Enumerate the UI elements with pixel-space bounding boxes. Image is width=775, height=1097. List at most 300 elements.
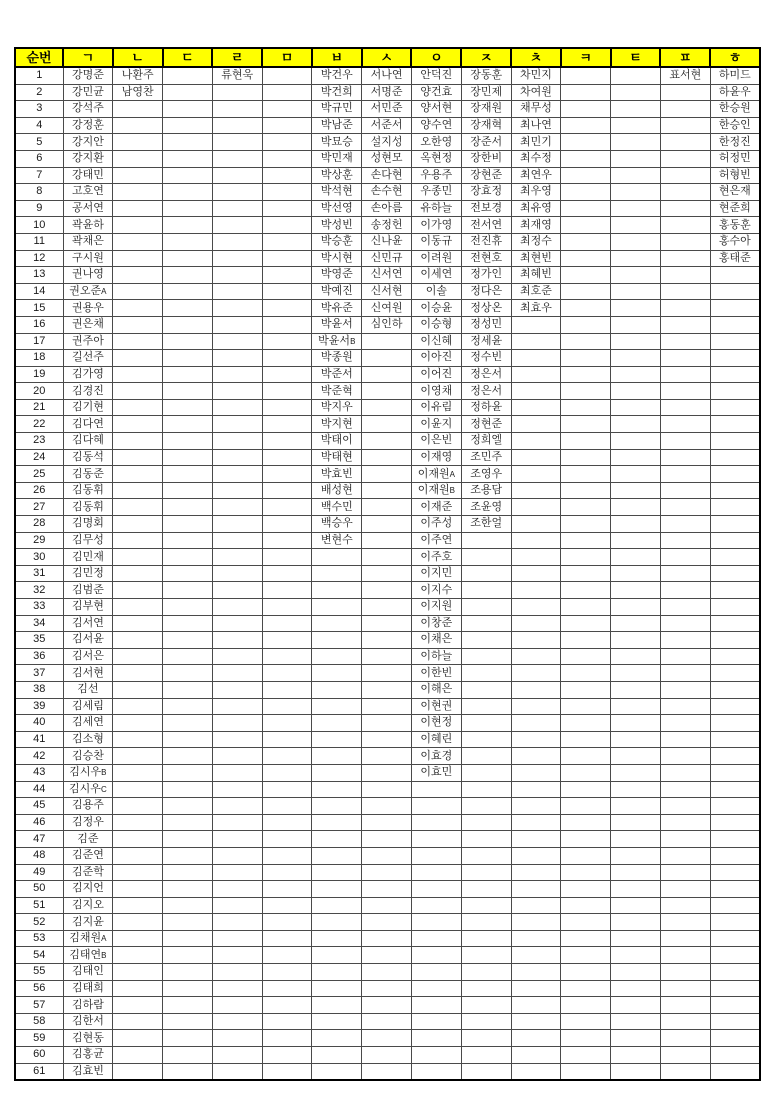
name-cell [660,516,710,533]
name-cell [113,565,163,582]
name-cell: 장재혁 [461,117,511,134]
name-cell [611,167,661,184]
name-cell [660,599,710,616]
name-cell: 신나윤 [362,233,412,250]
name-cell [362,615,412,632]
name-cell [163,814,213,831]
serial-cell: 3 [15,101,63,118]
name-cell: 이지수 [411,582,461,599]
name-cell [163,864,213,881]
name-cell [611,383,661,400]
name-cell [163,184,213,201]
name-cell [163,632,213,649]
name-cell [312,914,362,931]
name-cell [611,134,661,151]
name-cell [113,184,163,201]
name-cell [660,964,710,981]
name-cell: 최효우 [511,300,561,317]
name-cell: 현준희 [710,200,760,217]
name-cell [113,1063,163,1080]
table-row [15,997,760,1014]
name-cell: 홍수아 [710,233,760,250]
name-cell [113,482,163,499]
table-row [15,980,760,997]
name-cell: 허정민 [710,150,760,167]
table-row [15,300,760,317]
name-cell: 김다연 [63,416,113,433]
name-cell [561,980,611,997]
name-cell: 조용담 [461,482,511,499]
table-row [15,648,760,665]
name-cell [113,881,163,898]
name-cell [511,316,561,333]
name-cell: 서민준 [362,101,412,118]
name-cell [262,217,312,234]
name-cell [461,681,511,698]
table-row [15,350,760,367]
name-cell [262,449,312,466]
name-cell [710,665,760,682]
name-cell [710,814,760,831]
name-cell [611,449,661,466]
name-cell: 차여원 [511,84,561,101]
name-cell [461,847,511,864]
table-row [15,1047,760,1064]
serial-cell: 23 [15,433,63,450]
name-cell: 이재원B [411,482,461,499]
name-cell [262,101,312,118]
name-cell: 김태연B [63,947,113,964]
name-cell [262,466,312,483]
name-cell [113,947,163,964]
name-cell [163,416,213,433]
table-row [15,67,760,84]
name-cell [262,665,312,682]
name-cell: 김서현 [63,665,113,682]
name-cell: 최호준 [511,283,561,300]
name-suffix: A [449,469,455,479]
name-cell [163,847,213,864]
name-cell [511,433,561,450]
serial-cell: 7 [15,167,63,184]
name-cell [561,698,611,715]
serial-cell: 4 [15,117,63,134]
name-cell [461,947,511,964]
name-cell: 장효정 [461,184,511,201]
name-cell [611,980,661,997]
table-row [15,84,760,101]
name-cell [611,101,661,118]
name-cell [262,267,312,284]
name-cell: 김태희 [63,980,113,997]
name-cell [362,1030,412,1047]
name-cell [262,997,312,1014]
name-cell [212,466,262,483]
name-cell: 표서현 [660,67,710,84]
name-cell [212,864,262,881]
name-cell [212,681,262,698]
name-cell [262,1030,312,1047]
name-cell: 박민재 [312,150,362,167]
serial-cell: 21 [15,399,63,416]
name-cell [163,532,213,549]
name-cell [660,914,710,931]
name-cell [710,681,760,698]
name-cell [660,881,710,898]
name-cell [262,250,312,267]
name-cell [262,499,312,516]
name-cell [362,814,412,831]
name-cell [163,466,213,483]
serial-cell: 45 [15,798,63,815]
name-cell [611,947,661,964]
name-cell [113,283,163,300]
name-cell: 이하늘 [411,648,461,665]
name-cell: 이한빈 [411,665,461,682]
name-cell [611,532,661,549]
name-cell [212,267,262,284]
name-cell [113,681,163,698]
serial-cell: 33 [15,599,63,616]
name-cell: 정은서 [461,366,511,383]
name-cell [561,433,611,450]
name-cell [511,1013,561,1030]
name-suffix: B [350,336,356,346]
name-cell [561,217,611,234]
name-cell [611,565,661,582]
name-cell [262,681,312,698]
serial-cell: 58 [15,1013,63,1030]
name-cell [660,117,710,134]
serial-cell: 2 [15,84,63,101]
name-cell: 김경진 [63,383,113,400]
name-cell [660,980,710,997]
name-cell [461,1047,511,1064]
roster-body [15,67,760,1080]
name-cell [362,781,412,798]
name-cell [461,1063,511,1080]
name-cell [362,798,412,815]
name-cell [362,516,412,533]
name-cell [163,930,213,947]
name-cell [710,997,760,1014]
name-cell [113,748,163,765]
name-cell [611,150,661,167]
name-cell [710,1030,760,1047]
name-cell: 김세연 [63,715,113,732]
serial-cell: 11 [15,233,63,250]
name-cell: 정세윤 [461,333,511,350]
name-cell [163,582,213,599]
name-cell [660,101,710,118]
name-cell [113,150,163,167]
name-cell [362,449,412,466]
name-cell: 신여원 [362,300,412,317]
name-cell [611,67,661,84]
name-cell [113,1030,163,1047]
name-cell [511,897,561,914]
name-cell [411,798,461,815]
name-cell [262,134,312,151]
name-cell: 박지우 [312,399,362,416]
name-cell [163,549,213,566]
name-cell [611,283,661,300]
name-cell [411,1030,461,1047]
name-cell [113,267,163,284]
name-cell: 변현수 [312,532,362,549]
table-row [15,881,760,898]
name-cell [611,731,661,748]
name-cell: 조윤영 [461,499,511,516]
name-cell [262,947,312,964]
name-cell [660,134,710,151]
name-cell [461,632,511,649]
name-cell [362,383,412,400]
column-header-ㅍ: ㅍ [660,48,710,67]
name-cell [362,964,412,981]
name-cell: 박시현 [312,250,362,267]
name-cell [312,1063,362,1080]
name-cell [511,881,561,898]
table-row [15,681,760,698]
name-cell [212,881,262,898]
name-cell [660,1030,710,1047]
name-cell [163,117,213,134]
name-cell [362,1063,412,1080]
name-cell: 서명준 [362,84,412,101]
name-cell: 전현호 [461,250,511,267]
name-cell: 전진휴 [461,233,511,250]
name-cell [212,930,262,947]
name-cell [511,781,561,798]
name-cell [362,914,412,931]
name-cell [461,798,511,815]
name-cell [212,316,262,333]
name-cell: 이현권 [411,698,461,715]
table-row [15,134,760,151]
name-cell: 박윤서B [312,333,362,350]
name-cell [113,914,163,931]
name-cell [113,648,163,665]
name-cell [511,798,561,815]
name-cell [561,847,611,864]
name-cell [511,831,561,848]
name-cell [362,482,412,499]
name-cell [660,532,710,549]
name-cell [561,117,611,134]
name-cell [710,1063,760,1080]
name-cell [660,449,710,466]
name-cell: 정수빈 [461,350,511,367]
serial-cell: 9 [15,200,63,217]
name-cell [710,316,760,333]
name-cell [461,781,511,798]
name-cell: 이세연 [411,267,461,284]
name-cell [212,167,262,184]
name-cell [212,84,262,101]
name-cell [262,964,312,981]
name-cell [660,764,710,781]
name-cell: 이가영 [411,217,461,234]
name-cell [262,399,312,416]
name-cell [262,864,312,881]
name-cell [163,1030,213,1047]
name-cell [212,582,262,599]
serial-cell: 47 [15,831,63,848]
name-cell: 김승찬 [63,748,113,765]
name-cell [461,1030,511,1047]
name-cell [611,399,661,416]
table-row [15,599,760,616]
name-cell [113,200,163,217]
name-cell [611,930,661,947]
name-cell: 하미드 [710,67,760,84]
name-cell [561,283,611,300]
name-cell [561,532,611,549]
name-cell [312,781,362,798]
name-cell [511,416,561,433]
name-cell: 최민기 [511,134,561,151]
name-cell [212,599,262,616]
name-cell [660,698,710,715]
name-cell [611,316,661,333]
name-cell [611,217,661,234]
name-cell [362,366,412,383]
name-cell [312,930,362,947]
name-cell [411,980,461,997]
name-cell [212,499,262,516]
table-row [15,267,760,284]
name-cell [262,184,312,201]
name-cell: 설지성 [362,134,412,151]
name-cell: 류현욱 [212,67,262,84]
table-row [15,1013,760,1030]
name-cell [212,831,262,848]
name-cell [511,731,561,748]
name-cell [710,897,760,914]
name-cell [113,698,163,715]
name-cell [312,864,362,881]
name-cell [411,1013,461,1030]
name-cell: 정희엘 [461,433,511,450]
name-cell [611,350,661,367]
name-cell [660,416,710,433]
table-row [15,814,760,831]
name-cell [262,897,312,914]
name-cell [113,781,163,798]
name-cell [461,864,511,881]
name-cell: 신민규 [362,250,412,267]
table-row [15,1030,760,1047]
name-cell [362,599,412,616]
table-row [15,217,760,234]
name-cell [411,914,461,931]
serial-cell: 22 [15,416,63,433]
name-cell [611,764,661,781]
name-cell [710,798,760,815]
name-cell [212,449,262,466]
name-cell [710,914,760,931]
name-cell [262,84,312,101]
name-cell [312,1047,362,1064]
name-cell [362,764,412,781]
name-cell: 김현동 [63,1030,113,1047]
name-cell [312,798,362,815]
name-cell [163,449,213,466]
name-cell [362,433,412,450]
name-cell: 최재영 [511,217,561,234]
name-cell [212,532,262,549]
name-cell [461,831,511,848]
name-cell [411,947,461,964]
name-cell [113,333,163,350]
name-cell [312,632,362,649]
table-row [15,1063,760,1080]
name-cell: 김준학 [63,864,113,881]
name-cell [660,316,710,333]
name-cell [660,283,710,300]
table-row [15,482,760,499]
name-cell [561,333,611,350]
name-cell: 김동휘 [63,482,113,499]
table-row [15,366,760,383]
name-cell [710,648,760,665]
serial-cell: 32 [15,582,63,599]
name-cell: 박태현 [312,449,362,466]
name-cell [561,930,611,947]
name-cell [212,748,262,765]
column-header-ㅎ: ㅎ [710,48,760,67]
name-cell [212,1047,262,1064]
name-cell: 양건효 [411,84,461,101]
name-cell [511,399,561,416]
name-cell [262,980,312,997]
name-cell [660,864,710,881]
name-cell: 이승형 [411,316,461,333]
name-cell: 정상온 [461,300,511,317]
name-cell [561,565,611,582]
name-cell [710,582,760,599]
name-cell: 정은서 [461,383,511,400]
name-cell [710,980,760,997]
name-cell [660,930,710,947]
name-cell [511,565,561,582]
name-cell [710,549,760,566]
name-cell [511,350,561,367]
name-cell [113,516,163,533]
name-cell [611,715,661,732]
header-row [15,48,760,67]
name-cell [511,814,561,831]
name-cell [561,814,611,831]
name-cell [710,764,760,781]
name-cell [611,681,661,698]
serial-cell: 15 [15,300,63,317]
name-cell: 서나연 [362,67,412,84]
name-cell: 나환주 [113,67,163,84]
name-cell [561,184,611,201]
name-cell [362,997,412,1014]
serial-cell: 50 [15,881,63,898]
name-cell [163,947,213,964]
name-cell: 이유림 [411,399,461,416]
name-cell: 장동훈 [461,67,511,84]
name-cell [611,184,661,201]
name-cell [262,781,312,798]
serial-cell: 29 [15,532,63,549]
name-cell: 권오준A [63,283,113,300]
name-cell [212,300,262,317]
